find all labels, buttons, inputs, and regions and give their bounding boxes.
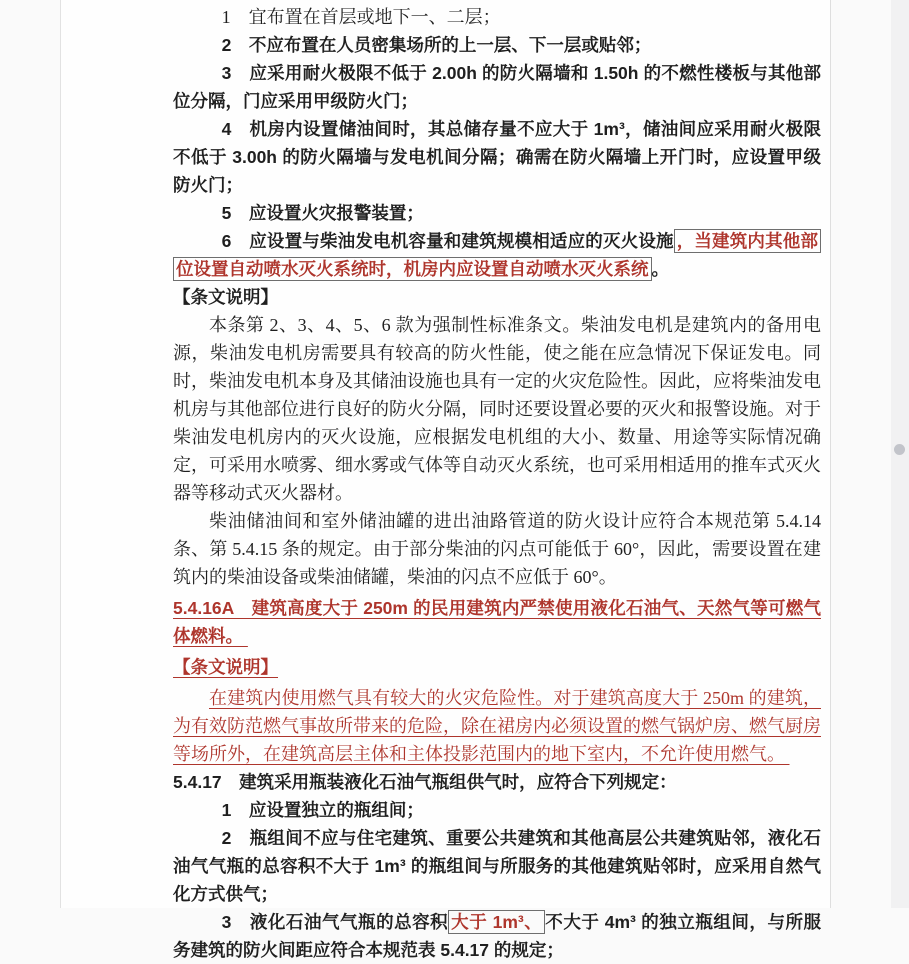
text-run: 6 应设置与柴油发电机容量和建筑规模相适应的灭火设施 bbox=[221, 231, 674, 251]
document-content bbox=[173, 3, 826, 964]
text-run: 1 应设置独立的瓶组间； bbox=[221, 800, 424, 820]
paragraph-shuoming-heading-red bbox=[173, 653, 821, 681]
paragraph-item-2 bbox=[173, 31, 821, 59]
text-run: 【条文说明】 bbox=[173, 287, 278, 307]
paragraph-item-4 bbox=[173, 115, 821, 199]
text-run: 柴油储油间和室外储油罐的进出油路管道的防火设计应符合本规范第 5.4.14 条、第 5.4.15 条的规定。由于部分柴油的闪点可能低于 60°，因此，需要设置在建筑内的柴油设备或柴油储罐，柴油的闪点不应低于 60°。 bbox=[173, 511, 826, 587]
paragraph-clause-5-4-17 bbox=[173, 768, 821, 796]
scrollbar-track[interactable] bbox=[891, 0, 909, 908]
text-run: 不大于 4m³ 的独立瓶组间，与所服务建筑的防火间距应符合本规范表 5.4.17 的规定； bbox=[173, 912, 822, 960]
text-run: 1 宜布置在首层或地下一、二层； bbox=[221, 7, 501, 27]
paragraph-explanation-para-1 bbox=[173, 311, 821, 507]
underlined-annotation-run: 在建筑内使用燃气具有较大的火灾危险性。对于建筑高度大于 250m 的建筑，为有效防范燃气事故所带来的危险，除在裙房内必须设置的燃气锅炉房、燃气厨房等场所外，在建筑高层主体和主体投影范围内的地下室内，不允许使用燃气。 bbox=[173, 688, 821, 764]
text-run: 5 应设置火灾报警装置； bbox=[221, 203, 424, 223]
text-run: 。 bbox=[651, 259, 669, 279]
boxed-annotation-run: ，当建筑内其他部位设置自动喷水灭火系统时，机房内应设置自动喷水灭火系统 bbox=[173, 229, 821, 281]
paragraph-shuoming-heading-black bbox=[173, 283, 821, 311]
paragraph-explanation-para-red bbox=[173, 684, 821, 768]
text-run: 2 瓶组间不应与住宅建筑、重要公共建筑和其他高层公共建筑贴邻，液化石油气气瓶的总容积不大于 1m³ 的瓶组间与所服务的其他建筑贴邻时，应采用自然气化方式供气； bbox=[173, 828, 821, 904]
scrollbar-thumb[interactable] bbox=[894, 444, 905, 455]
paragraph-item-3 bbox=[173, 59, 821, 115]
paragraph-clause-5-4-16A bbox=[173, 594, 821, 650]
text-run: 3 应采用耐火极限不低于 2.00h 的防火隔墙和 1.50h 的不燃性楼板与其他部位分隔，门应采用甲级防火门； bbox=[173, 63, 821, 111]
paragraph-explanation-para-2 bbox=[173, 507, 826, 591]
text-run: 2 不应布置在人员密集场所的上一层、下一层或贴邻； bbox=[221, 35, 652, 55]
paragraph-item-1 bbox=[173, 3, 821, 31]
text-run: 4 机房内设置储油间时，其总储存量不应大于 1m³，储油间应采用耐火极限不低于 3.00h 的防火隔墙与发电机间分隔；确需在防火隔墙上开门时，应设置甲级防火门； bbox=[173, 119, 821, 195]
underlined-annotation-run: 5.4.16A 建筑高度大于 250m 的民用建筑内严禁使用液化石油气、天然气等可燃气体燃料。 bbox=[173, 598, 821, 646]
text-run: 本条第 2、3、4、5、6 款为强制性标准条文。柴油发电机是建筑内的备用电源，柴油发电机房需要具有较高的防火性能，使之能在应急情况下保证发电。同时，柴油发电机本身及其储油设施也具有一定的火灾危险性。因此，应将柴油发电机房与其他部位进行良好的防火分隔，同时还要设置必要的灭火和报警设施。对于柴油发电机房内的灭火设施，应根据发电机组的大小、数量、用途等实际情况确定，可采用水喷雾、细水雾或气体等自动灭火系统，也可采用相适用的推车式灭火器等移动式灭火器材。 bbox=[173, 315, 821, 503]
text-run: 5.4.17 建筑采用瓶装液化石油气瓶组供气时，应符合下列规定： bbox=[173, 772, 677, 792]
paragraph-clause-5-4-17-item-3 bbox=[173, 908, 821, 964]
paragraph-item-5 bbox=[173, 199, 821, 227]
text-run: 3 液化石油气气瓶的总容积 bbox=[221, 912, 449, 932]
underlined-annotation-run: 【条文说明】 bbox=[173, 657, 278, 677]
paragraph-item-6 bbox=[173, 227, 821, 283]
paragraph-clause-5-4-17-item-1 bbox=[173, 796, 821, 824]
paragraph-clause-5-4-17-item-2 bbox=[173, 824, 821, 908]
document-page bbox=[60, 0, 831, 960]
boxed-annotation-run: 大于 1m³、 bbox=[448, 910, 545, 934]
